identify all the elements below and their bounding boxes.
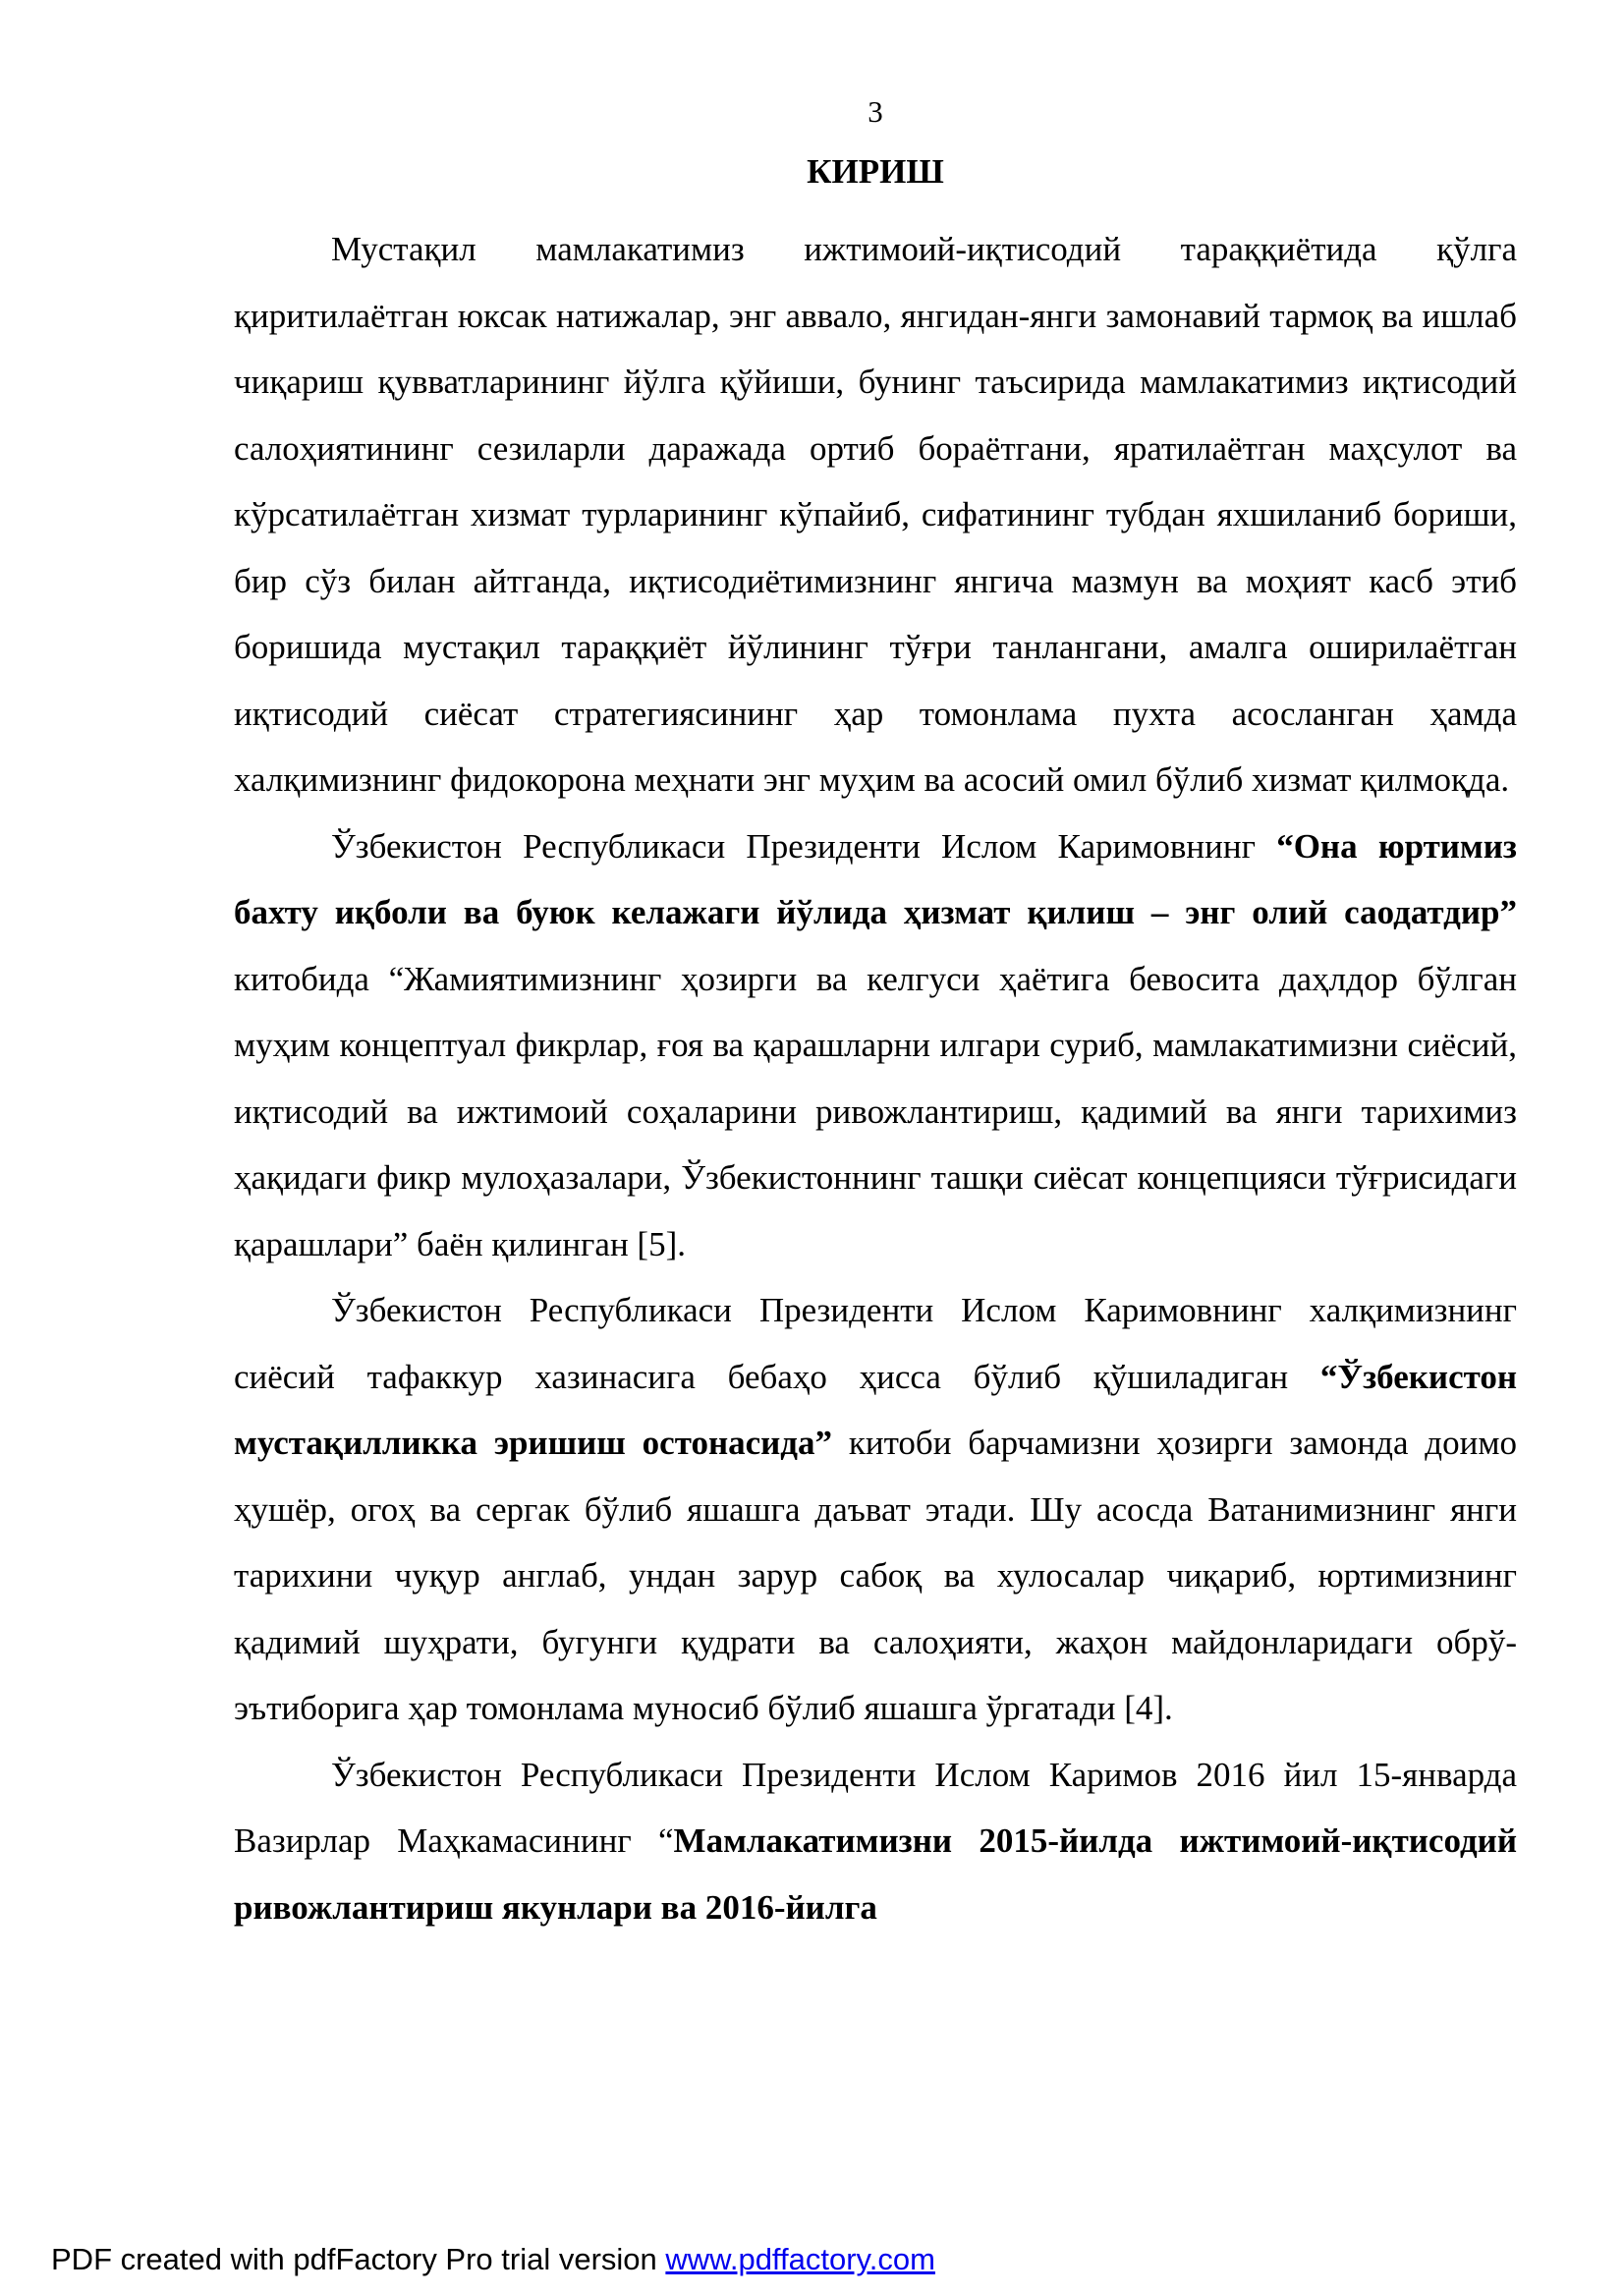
paragraph-2-text-a: Ўзбекистон Республикаси Президенти Ислом Каримовнинг [331, 826, 1277, 866]
paragraph-2-book-title: “Она юртимиз бахту иқболи ва буюк келажаги йўлида ҳизмат қилиш – энг олий саодатдир” [234, 826, 1517, 931]
pdf-footer [51, 2242, 935, 2277]
paragraph-3-text-a: Ўзбекистон Республикаси Президенти Ислом Каримовнинг халқимизнинг сиёсий тафаккур хазинасига бебаҳо ҳисса бўлиб қўшиладиган [234, 1291, 1517, 1396]
paragraph-3 [234, 1277, 1517, 1742]
paragraph-1 [234, 216, 1517, 813]
paragraph-3-book-title: “Ўзбекистон мустақилликка эришиш остонасида” [234, 1357, 1517, 1462]
paragraph-2 [234, 813, 1517, 1278]
footer-link[interactable]: www.pdffactory.com [665, 2242, 935, 2276]
footer-text: PDF created with pdfFactory Pro trial version [51, 2242, 666, 2276]
paragraph-1-text: Мустақил мамлакатимиз ижтимоий-иқтисодий тараққиётида қўлга қиритилаётган юксак натижалар, энг аввало, янгидан-янги замонавий тармоқ ва ишлаб чиқариш қувватларининг йўлга қўйиши, бунинг таъсирида мамлакатимиз иқтисодий салоҳиятининг сезиларли даражада ортиб бораётгани, яратилаётган маҳсулот ва кўрсатилаётган хизмат турларининг кўпайиб, сифатининг тубдан яхшиланиб бориши, бир сўз билан айтганда, иқтисодиётимизнинг янгича мазмун ва моҳият касб этиб боришида мустақил тараққиёт йўлининг тўғри танлангани, амалга оширилаётган иқтисодий сиёсат стратегиясининг ҳар томонлама пухта асосланган ҳамда халқимизнинг фидокорона меҳнати энг муҳим ва асосий омил бўлиб хизмат қилмоқда. [234, 230, 1517, 799]
paragraph-3-text-b: китоби барчамизни ҳозирги замонда доимо ҳушёр, огоҳ ва сергак бўлиб яшашга даъват этади. Шу асосда Ватанимизнинг янги тарихини чуқур англаб, ундан зарур сабоқ ва хулосалар чиқариб, юртимизнинг қадимий шуҳрати, бугунги қудрати ва салоҳияти, жаҳон майдонларидаги обрў-эътиборига ҳар томонлама муносиб бўлиб яшашга ўргатади [4]. [234, 1424, 1517, 1727]
paragraph-4-text-a: Ўзбекистон Республикаси Президенти Ислом Каримов 2016 йил 15-январда Вазирлар Маҳкамасининг “ [234, 1755, 1517, 1860]
document-body [234, 216, 1517, 1940]
paragraph-2-text-b: китобида “Жамиятимизнинг ҳозирги ва келгуси ҳаётига бевосита даҳлдор бўлган муҳим концептуал фикрлар, ғоя ва қарашларни илгари суриб, мамлакатимизни сиёсий, иқтисодий ва ижтимоий соҳаларини ривожлантириш, қадимий ва янги тарихимиз ҳақидаги фикр мулоҳазалари, Ўзбекистоннинг ташқи сиёсат концепцияси тўғрисидаги қарашлари” баён қилинган [5]. [234, 959, 1517, 1263]
paragraph-4 [234, 1742, 1517, 1941]
page-number: 3 [868, 94, 883, 129]
page-title: КИРИШ [807, 152, 944, 191]
paragraph-4-report-title: Мамлакатимизни 2015-йилда ижтимоий-иқтисодий ривожлантириш якунлари ва 2016-йилга [234, 1821, 1517, 1927]
